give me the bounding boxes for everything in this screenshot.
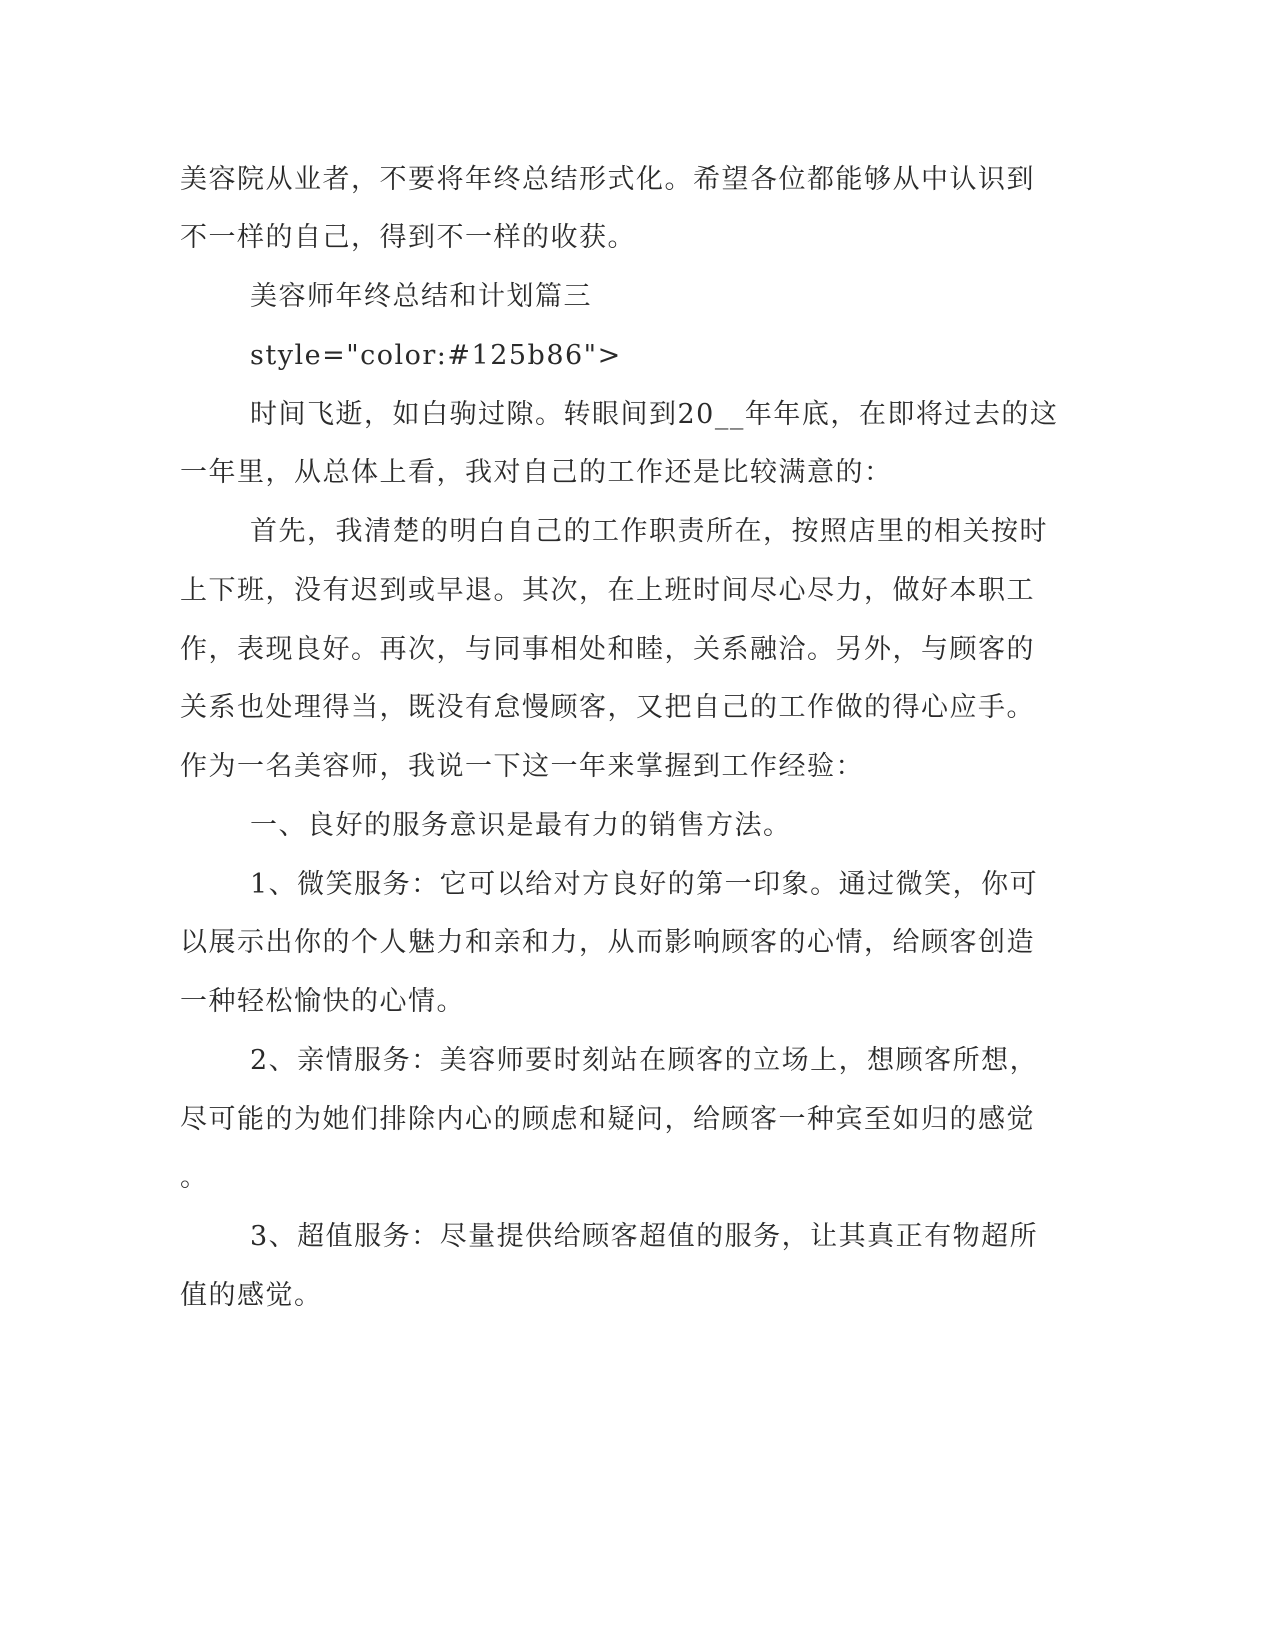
text-line-15: 一种轻松愉快的心情。 xyxy=(180,986,465,1017)
text-line-11: 作为一名美容师，我说一下这一年来掌握到工作经验： xyxy=(180,751,864,782)
text-line-14: 以展示出你的个人魅力和亲和力，从而影响顾客的心情，给顾客创造 xyxy=(180,927,1035,958)
text-line-19: 3、超值服务：尽量提供给顾客超值的服务，让其真正有物超所 xyxy=(250,1221,1039,1252)
text-line-8: 上下班，没有迟到或早退。其次，在上班时间尽心尽力，做好本职工 xyxy=(180,575,1035,606)
text-line-17: 尽可能的为她们排除内心的顾虑和疑问，给顾客一种宾至如归的感觉 xyxy=(180,1104,1035,1135)
text-line-16: 2、亲情服务：美容师要时刻站在顾客的立场上，想顾客所想， xyxy=(250,1045,1039,1076)
text-line-1: 美容院从业者，不要将年终总结形式化。希望各位都能够从中认识到 xyxy=(180,164,1035,195)
text-line-18: 。 xyxy=(180,1162,209,1193)
text-line-6: 一年里，从总体上看，我对自己的工作还是比较满意的： xyxy=(180,457,893,488)
text-line-2: 不一样的自己，得到不一样的收获。 xyxy=(180,222,636,253)
text-line-9: 作，表现良好。再次，与同事相处和睦，关系融洽。另外，与顾客的 xyxy=(180,634,1035,665)
text-line-10: 关系也处理得当，既没有怠慢顾客，又把自己的工作做的得心应手。 xyxy=(180,692,1035,723)
text-line-13: 1、微笑服务：它可以给对方良好的第一印象。通过微笑，你可 xyxy=(250,869,1039,900)
text-line-7: 首先，我清楚的明白自己的工作职责所在，按照店里的相关按时 xyxy=(250,516,1048,547)
section-heading: 美容师年终总结和计划篇三 xyxy=(250,281,592,312)
text-line-5: 时间飞逝，如白驹过隙。转眼间到20__年年底，在即将过去的这 xyxy=(250,399,1059,430)
text-line-20: 值的感觉。 xyxy=(180,1280,323,1311)
text-line-style-remnant: style="color:#125b86"> xyxy=(250,340,622,371)
text-line-12: 一、良好的服务意识是最有力的销售方法。 xyxy=(250,810,792,841)
